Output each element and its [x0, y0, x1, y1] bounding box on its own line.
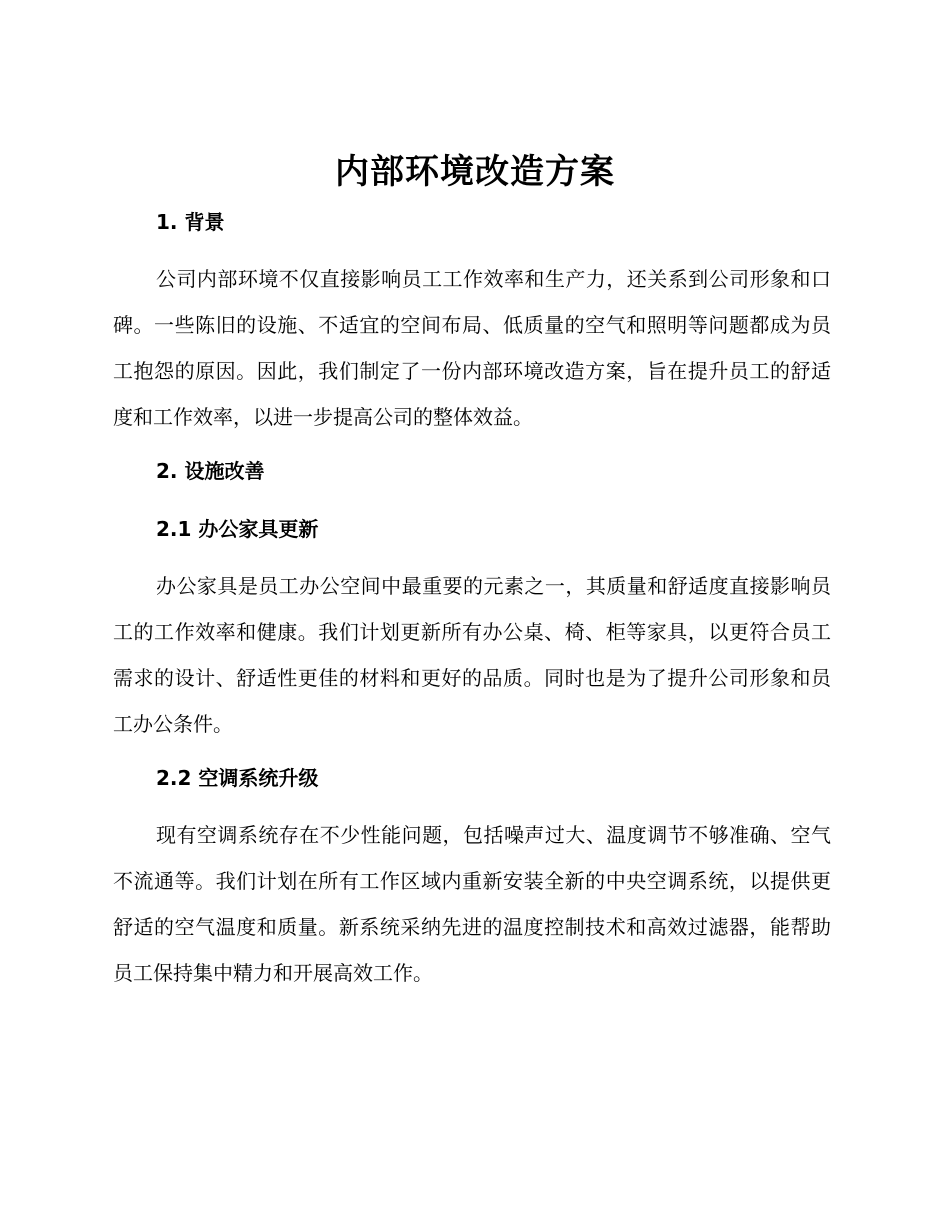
paragraph-air-conditioning-upgrade: 现有空调系统存在不少性能问题，包括噪声过大、温度调节不够准确、空气不流通等。我们计划在所有工作区域内重新安装全新的中央空调系统，以提供更舒适的空气温度和质量。新系统采纳先进的温度控制技术和高效过滤器，能帮助员工保持集中精力和开展高效工作。 [113, 823, 831, 985]
section-heading-background: 1. 背景 [156, 210, 225, 234]
paragraph-furniture-update: 办公家具是员工办公空间中最重要的元素之一，其质量和舒适度直接影响员工的工作效率和健康。我们计划更新所有办公桌、椅、柜等家具，以更符合员工需求的设计、舒适性更佳的材料和更好的品质。同时也是为了提升公司形象和员工办公条件。 [113, 574, 831, 736]
section-heading-air-conditioning-upgrade: 2.2 空调系统升级 [156, 766, 319, 790]
paragraph-background: 公司内部环境不仅直接影响员工工作效率和生产力，还关系到公司形象和口碑。一些陈旧的设施、不适宜的空间布局、低质量的空气和照明等问题都成为员工抱怨的原因。因此，我们制定了一份内部环境改造方案，旨在提升员工的舒适度和工作效率，以进一步提高公司的整体效益。 [113, 267, 831, 429]
section-heading-furniture-update: 2.1 办公家具更新 [156, 517, 319, 541]
document-title: 内部环境改造方案 [335, 152, 615, 192]
section-heading-facility-improvement: 2. 设施改善 [156, 459, 265, 483]
